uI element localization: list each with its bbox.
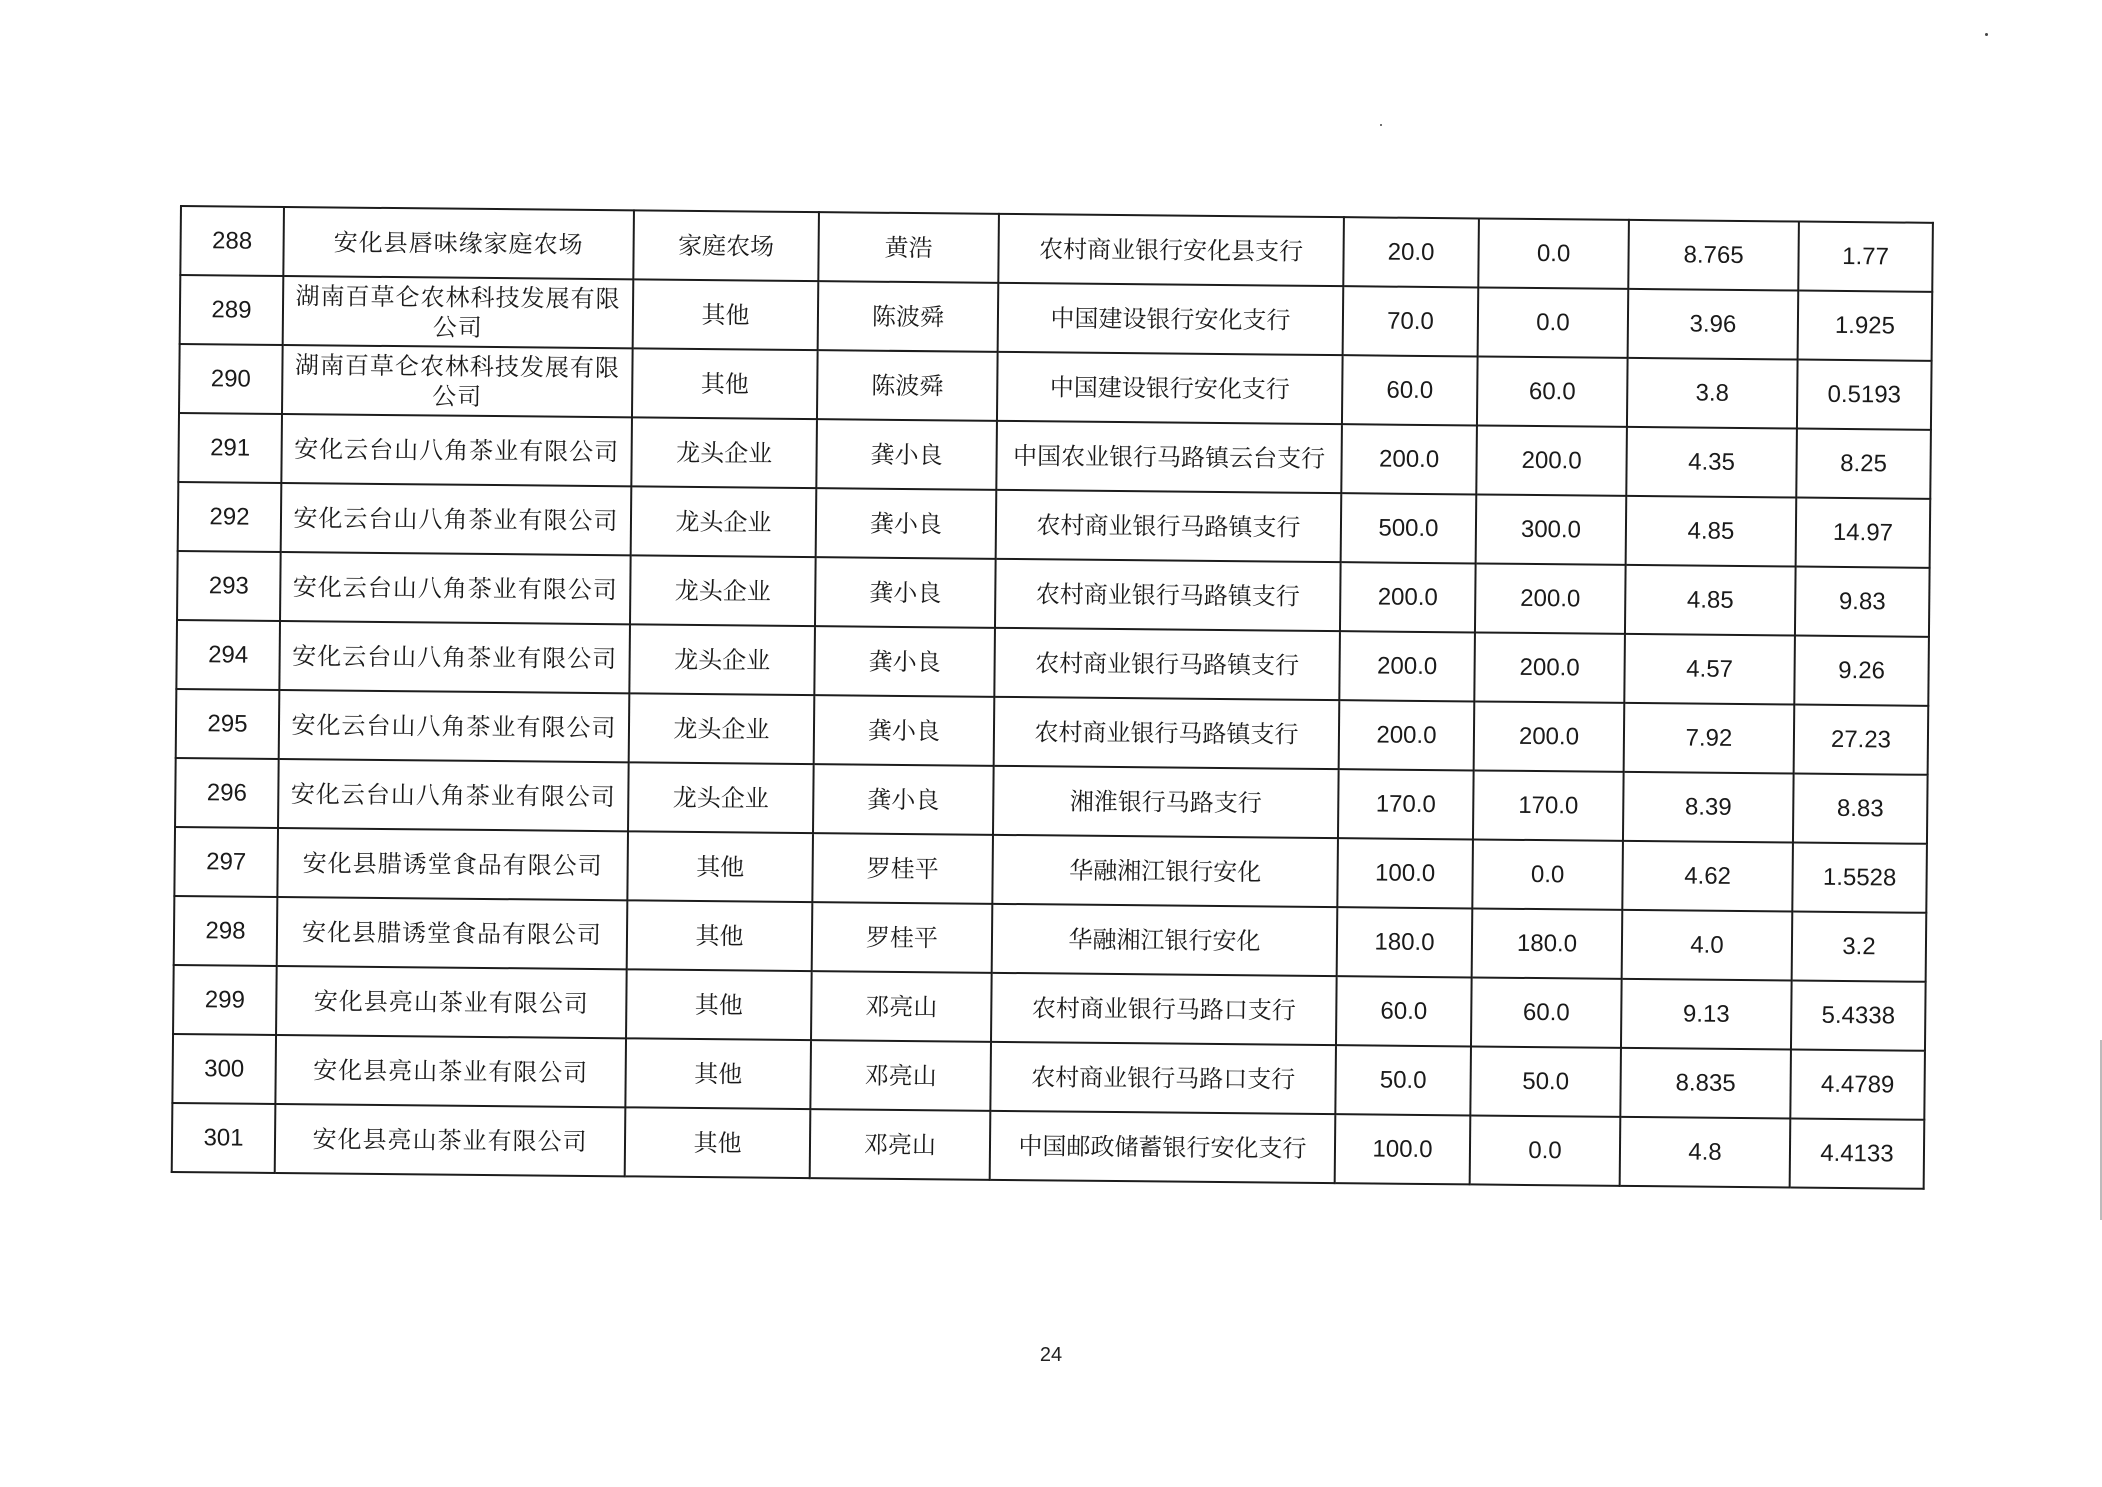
cell-entity-name: 安化县腊诱堂食品有限公司 [277,897,628,969]
cell-subsidy: 14.97 [1796,498,1931,568]
cell-entity-type: 家庭农场 [633,210,819,281]
cell-loan-amount: 500.0 [1341,493,1477,563]
cell-legal-person: 龚小良 [816,419,997,490]
cell-balance: 200.0 [1474,701,1625,771]
cell-balance: 180.0 [1472,908,1623,978]
cell-loan-amount: 100.0 [1335,1114,1471,1184]
cell-legal-person: 龚小良 [814,626,995,697]
loan-table [171,205,1934,1190]
page-number: 24 [1039,1344,1063,1366]
cell-row-number: 300 [172,1034,276,1104]
cell-balance: 0.0 [1478,287,1629,357]
cell-subsidy: 9.83 [1795,567,1930,637]
cell-entity-type: 龙头企业 [629,693,815,764]
cell-subsidy: 27.23 [1794,705,1929,775]
cell-balance: 200.0 [1474,632,1625,702]
scan-speck [1380,124,1382,126]
cell-legal-person: 邓亮山 [810,1109,991,1180]
cell-legal-person: 罗桂平 [812,902,993,973]
cell-lending-bank: 中国农业银行马路镇云台支行 [996,421,1342,493]
cell-loan-amount: 200.0 [1339,631,1475,701]
cell-entity-type: 龙头企业 [629,624,815,695]
cell-subsidy: 4.4133 [1790,1118,1925,1188]
cell-balance: 60.0 [1477,356,1628,426]
cell-row-number: 298 [174,896,278,966]
cell-legal-person: 陈波舜 [817,350,998,421]
cell-loan-amount: 180.0 [1337,907,1473,977]
cell-rate: 4.8 [1620,1117,1791,1188]
cell-loan-amount: 70.0 [1343,286,1479,356]
cell-row-number: 290 [179,344,283,414]
cell-lending-bank: 农村商业银行马路镇支行 [996,490,1342,562]
cell-subsidy: 5.4338 [1791,981,1926,1051]
cell-entity-name: 安化县唇味缘家庭农场 [283,207,634,279]
cell-subsidy: 4.4789 [1790,1050,1925,1120]
cell-lending-bank: 农村商业银行马路镇支行 [994,628,1340,700]
table-container [171,205,1932,1190]
cell-lending-bank: 华融湘江银行安化 [992,835,1338,907]
cell-lending-bank: 湘淮银行马路支行 [993,766,1339,838]
cell-entity-type: 其他 [627,900,813,971]
cell-entity-name: 安化县亮山茶业有限公司 [275,1035,626,1107]
cell-lending-bank: 农村商业银行马路口支行 [991,973,1337,1045]
cell-entity-type: 其他 [625,1038,811,1109]
cell-loan-amount: 170.0 [1338,769,1474,839]
cell-entity-type: 其他 [626,969,812,1040]
cell-entity-type: 龙头企业 [631,486,817,557]
scan-speck [1985,33,1988,36]
cell-balance: 60.0 [1471,977,1622,1047]
cell-rate: 4.35 [1626,427,1797,498]
cell-legal-person: 龚小良 [814,695,995,766]
cell-legal-person: 邓亮山 [810,1040,991,1111]
cell-subsidy: 1.77 [1798,222,1933,292]
cell-entity-name: 湖南百草仑农林科技发展有限公司 [283,276,634,348]
cell-entity-name: 安化云台山八角茶业有限公司 [281,483,632,555]
cell-entity-name: 安化县亮山茶业有限公司 [276,966,627,1038]
cell-row-number: 291 [178,413,282,483]
cell-entity-name: 安化云台山八角茶业有限公司 [279,621,630,693]
cell-rate: 4.62 [1622,841,1793,912]
cell-rate: 7.92 [1624,703,1795,774]
cell-rate: 3.96 [1628,289,1799,360]
cell-subsidy: 1.925 [1798,291,1933,361]
cell-row-number: 296 [175,758,279,828]
table-body [172,206,1933,1189]
cell-entity-name: 安化云台山八角茶业有限公司 [278,759,629,831]
cell-balance: 0.0 [1472,839,1623,909]
cell-entity-type: 龙头企业 [630,555,816,626]
cell-entity-name: 安化云台山八角茶业有限公司 [280,552,631,624]
cell-row-number: 288 [180,206,284,276]
cell-row-number: 294 [176,620,280,690]
cell-loan-amount: 100.0 [1337,838,1473,908]
cell-loan-amount: 60.0 [1336,976,1472,1046]
cell-row-number: 297 [174,827,278,897]
cell-lending-bank: 农村商业银行安化县支行 [998,214,1344,286]
cell-loan-amount: 50.0 [1335,1045,1471,1115]
cell-entity-name: 安化县腊诱堂食品有限公司 [277,828,628,900]
cell-legal-person: 龚小良 [813,764,994,835]
cell-row-number: 293 [177,551,281,621]
cell-lending-bank: 农村商业银行马路镇支行 [994,697,1340,769]
cell-entity-type: 龙头企业 [631,417,817,488]
cell-row-number: 292 [178,482,282,552]
cell-rate: 3.8 [1627,358,1798,429]
cell-balance: 200.0 [1476,425,1627,495]
cell-entity-name: 湖南百草仑农林科技发展有限公司 [282,345,633,417]
cell-rate: 9.13 [1621,979,1792,1050]
cell-rate: 4.57 [1624,634,1795,705]
cell-legal-person: 罗桂平 [812,833,993,904]
cell-subsidy: 0.5193 [1797,360,1932,430]
cell-balance: 50.0 [1470,1046,1621,1116]
cell-row-number: 301 [172,1103,276,1173]
cell-balance: 0.0 [1478,218,1629,288]
cell-rate: 4.0 [1622,910,1793,981]
cell-lending-bank: 农村商业银行马路口支行 [990,1042,1336,1114]
cell-subsidy: 9.26 [1794,636,1929,706]
cell-legal-person: 龚小良 [815,557,996,628]
cell-entity-name: 安化县亮山茶业有限公司 [275,1104,626,1176]
cell-lending-bank: 中国邮政储蓄银行安化支行 [990,1111,1336,1183]
cell-lending-bank: 农村商业银行马路镇支行 [995,559,1341,631]
cell-entity-type: 其他 [632,348,818,419]
cell-entity-name: 安化云台山八角茶业有限公司 [281,414,632,486]
cell-rate: 4.85 [1626,496,1797,567]
cell-balance: 170.0 [1473,770,1624,840]
cell-loan-amount: 200.0 [1340,562,1476,632]
cell-legal-person: 黄浩 [818,212,999,283]
cell-loan-amount: 20.0 [1343,217,1479,287]
cell-rate: 4.85 [1625,565,1796,636]
cell-lending-bank: 华融湘江银行安化 [992,904,1338,976]
cell-subsidy: 8.25 [1796,429,1931,499]
cell-balance: 300.0 [1476,494,1627,564]
cell-subsidy: 8.83 [1793,774,1928,844]
cell-legal-person: 陈波舜 [818,281,999,352]
cell-entity-type: 龙头企业 [628,762,814,833]
cell-row-number: 299 [173,965,277,1035]
cell-entity-type: 其他 [627,831,813,902]
cell-entity-type: 其他 [625,1107,811,1178]
cell-loan-amount: 200.0 [1341,424,1477,494]
cell-subsidy: 3.2 [1792,912,1927,982]
cell-entity-type: 其他 [633,279,819,350]
cell-row-number: 289 [180,275,284,345]
cell-balance: 200.0 [1475,563,1626,633]
cell-rate: 8.765 [1628,220,1799,291]
cell-entity-name: 安化云台山八角茶业有限公司 [279,690,630,762]
cell-legal-person: 龚小良 [816,488,997,559]
cell-row-number: 295 [176,689,280,759]
cell-rate: 8.835 [1620,1048,1791,1119]
cell-balance: 0.0 [1470,1115,1621,1185]
cell-rate: 8.39 [1623,772,1794,843]
cell-legal-person: 邓亮山 [811,971,992,1042]
cell-loan-amount: 60.0 [1342,355,1478,425]
cell-loan-amount: 200.0 [1339,700,1475,770]
cell-lending-bank: 中国建设银行安化支行 [998,283,1344,355]
cell-lending-bank: 中国建设银行安化支行 [997,352,1343,424]
cell-subsidy: 1.5528 [1792,843,1927,913]
